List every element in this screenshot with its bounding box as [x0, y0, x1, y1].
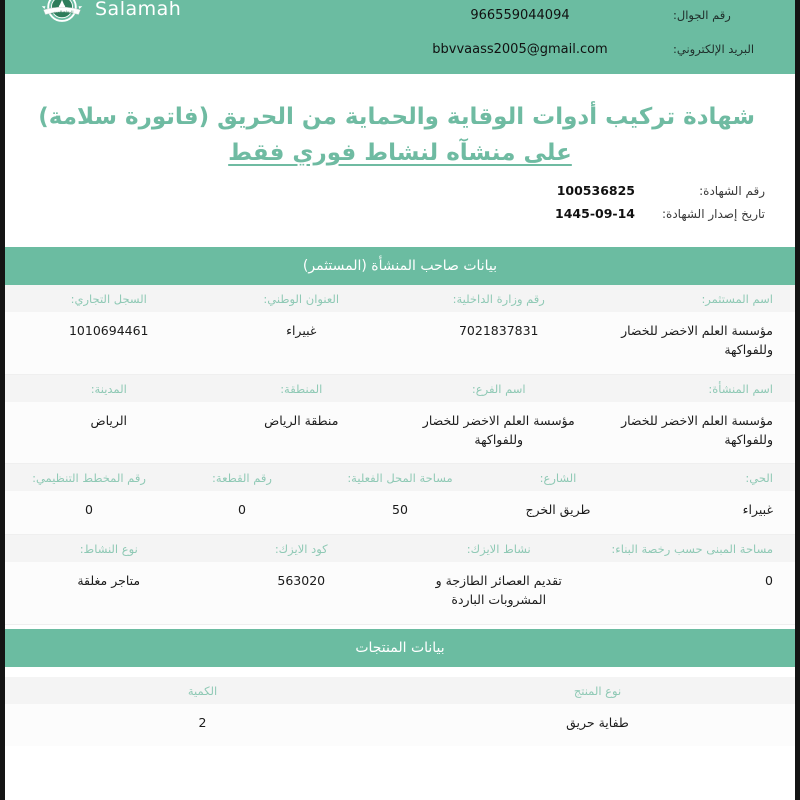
product-type-cell: طفاية حريق: [566, 714, 629, 730]
table-cell: طريق الخرج: [525, 502, 591, 518]
column-header: اسم الفرع:: [471, 381, 526, 396]
table-cell: 7021837831: [458, 323, 539, 339]
owner-table-row-2: [5, 375, 795, 465]
mobile-value: 966559044094: [470, 8, 570, 23]
column-header: نوع النشاط:: [79, 542, 138, 557]
certificate-title-line-1: شهادة تركيب أدوات الوقاية والحماية من الحريق (فاتورة سلامة): [38, 104, 755, 130]
table-cell: 563020: [277, 573, 326, 589]
owner-table-row-4: [5, 535, 795, 625]
certificate-meta: [5, 175, 795, 243]
table-cell: الرياض: [90, 412, 128, 428]
issue-date-label: تاريخ إصدار الشهادة:: [661, 207, 765, 222]
column-header: كود الايزك:: [274, 542, 328, 557]
products-section-title: بيانات المنتجات: [5, 629, 795, 667]
owner-table-row-3: [5, 464, 795, 535]
table-cell: 1010694461: [68, 323, 149, 339]
table-cell: 50: [392, 502, 408, 518]
column-header: رقم وزارة الداخلية:: [452, 292, 545, 307]
svg-text:الدفاع المدني: الدفاع المدني: [50, 9, 74, 15]
email-label: البريد الإلكتروني:: [673, 42, 755, 56]
table-cell: مؤسسة العلم الاخضر للخضار وللفواكهة: [422, 412, 575, 447]
column-header: المدينة:: [90, 381, 127, 396]
section-spacer: [5, 667, 795, 677]
owner-section-tables: [5, 285, 795, 624]
civil-defense-emblem-icon: [39, 0, 85, 32]
column-header: مساحة المبنى حسب رخصة البناء:: [611, 542, 773, 557]
mobile-row: [375, 8, 795, 42]
certificate-title: [5, 74, 795, 175]
owner-table-row-1: [5, 285, 795, 375]
email-value: bbvvaass2005@gmail.com: [432, 42, 608, 57]
column-header: اسم المنشأة:: [708, 381, 773, 396]
issue-date-row: [35, 206, 765, 229]
column-header: الحي:: [745, 471, 773, 486]
table-row: [5, 491, 795, 534]
column-header: اسم المستثمر:: [701, 292, 773, 307]
table-row: [5, 312, 795, 374]
table-cell: غبيراء: [286, 323, 317, 339]
column-header: السجل التجاري:: [70, 292, 147, 307]
brand-block: [39, 0, 181, 32]
table-cell: مؤسسة العلم الاخضر للخضار وللفواكهة: [621, 323, 773, 358]
column-header: نشاط الايزك:: [466, 542, 531, 557]
owner-section-title: بيانات صاحب المنشأة (المستثمر): [5, 247, 795, 285]
column-header: المنطقة:: [280, 381, 323, 396]
table-cell: 0: [238, 502, 246, 518]
table-header-row: [5, 375, 795, 402]
table-cell: مؤسسة العلم الاخضر للخضار وللفواكهة: [621, 412, 773, 447]
product-quantity-cell: 2: [198, 714, 207, 730]
table-header-row: [5, 464, 795, 491]
table-cell: تقديم العصائر الطازجة و المشروبات الباردة: [435, 573, 562, 607]
mobile-label: رقم الجوال:: [673, 8, 731, 22]
table-cell: 0: [765, 573, 773, 589]
certificate-title-line-2: على منشآه لنشاط فوري فقط: [228, 139, 572, 166]
table-header-row: [5, 285, 795, 312]
table-header-row: [5, 535, 795, 562]
table-row: [5, 704, 795, 747]
brand-name: Salamah: [95, 0, 182, 20]
certificate-number-row: [35, 183, 765, 206]
table-header-row: [5, 677, 795, 704]
email-row: [375, 42, 795, 76]
column-header: العنوان الوطني:: [263, 292, 340, 307]
column-header: مساحة المحل الفعلية:: [347, 471, 453, 486]
table-row: [5, 562, 795, 624]
certificate-number-value: 100536825: [556, 183, 635, 199]
contact-info: [375, 8, 795, 76]
column-header: الشارع:: [539, 471, 577, 486]
table-cell: منطقة الرياض: [264, 412, 339, 428]
table-cell: 0: [85, 502, 93, 518]
column-header: رقم المخطط التنظيمي:: [32, 471, 146, 486]
column-header: رقم القطعة:: [212, 471, 272, 486]
table-row: [5, 402, 795, 464]
issue-date-value: 1445-09-14: [555, 206, 635, 222]
column-header: نوع المنتج: [573, 683, 622, 698]
certificate-number-label: رقم الشهادة:: [699, 184, 765, 199]
table-cell: متاجر مغلقة: [77, 573, 141, 589]
column-header: الكمية: [187, 683, 218, 698]
table-cell: غبيراء: [742, 502, 773, 518]
products-table: [5, 677, 795, 747]
page-header: [5, 0, 795, 74]
